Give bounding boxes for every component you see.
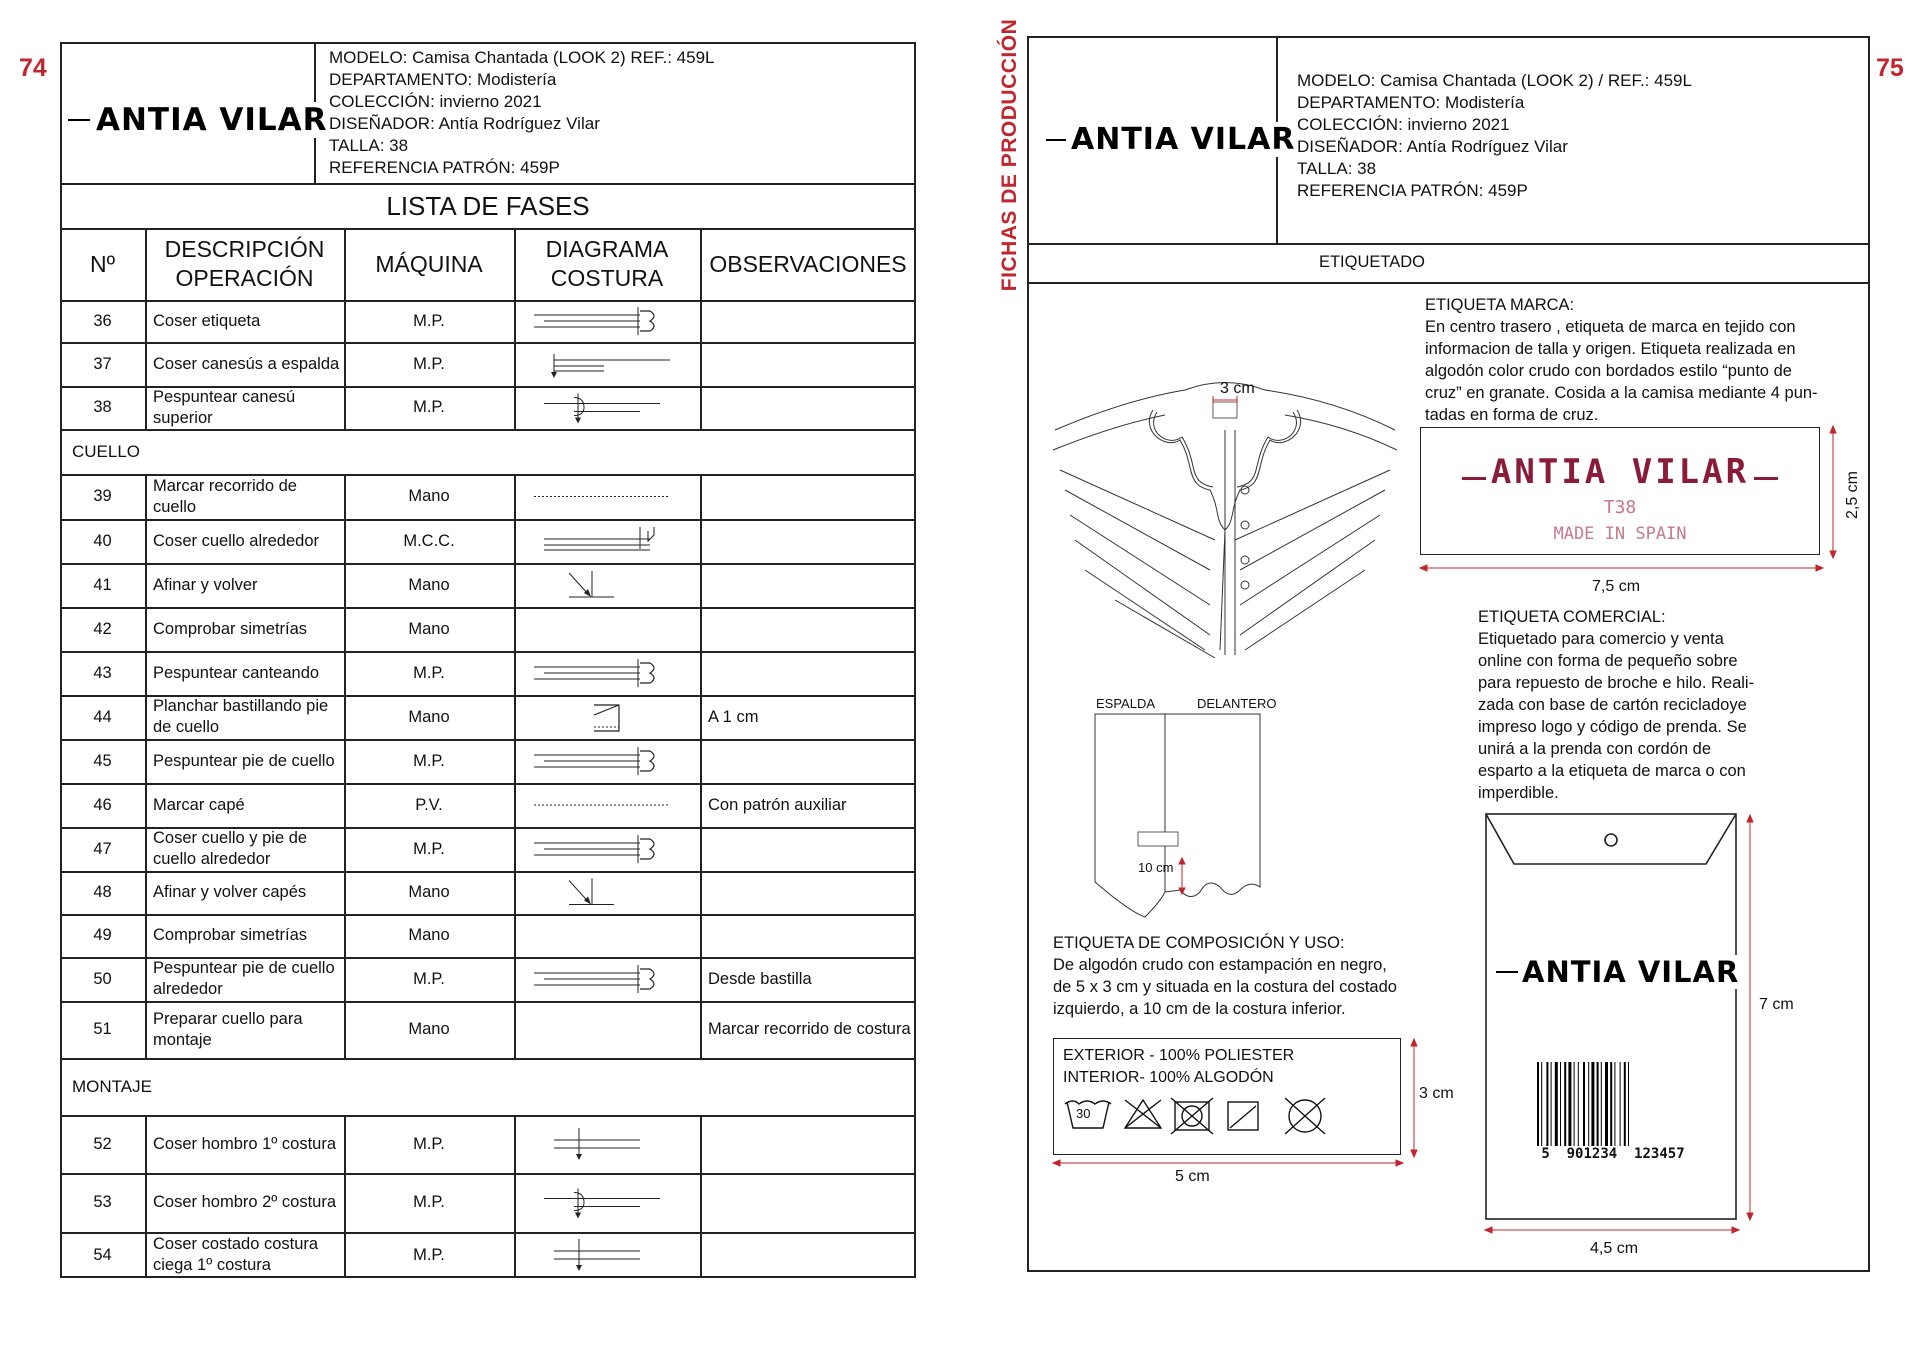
row-machine: M.P. <box>413 663 445 682</box>
row-number: 36 <box>93 311 112 330</box>
composicion-description: ETIQUETA DE COMPOSICIÓN Y USO: De algodón crudo con estampación en negro, de 5 x 3 cm y situada en la costura del costado izquierdo, a 10 cm de la costura inferior. <box>1053 932 1413 1020</box>
composition-width: 5 cm <box>1175 1168 1210 1185</box>
seam-diagram-icon <box>514 519 700 563</box>
row-description: Afinar y volver capés <box>153 883 307 901</box>
row-description: Pespuntear canteando <box>153 663 320 682</box>
brand-label-width: 7,5 cm <box>1592 578 1641 595</box>
row-machine: Mano <box>408 487 450 505</box>
row-machine: Mano <box>408 1020 450 1038</box>
row-machine: M.P. <box>413 751 445 770</box>
row-description: Marcar recorrido de cuello <box>153 476 297 516</box>
row-machine: M.P. <box>413 398 445 416</box>
row-observations <box>700 827 916 871</box>
row-number: 49 <box>93 926 112 944</box>
row-number: 46 <box>93 795 112 814</box>
row-description: Preparar cuello para montaje <box>153 1009 303 1049</box>
seam-diagram-icon <box>514 563 700 607</box>
col-header-no: Nº <box>89 250 115 277</box>
row-number: 42 <box>93 619 112 638</box>
seam-diagram-icon <box>514 1232 700 1278</box>
seam-diagram-icon <box>514 474 700 519</box>
tag-height: 7 cm <box>1759 996 1794 1013</box>
row-observations <box>700 739 916 783</box>
row-observations: Desde bastilla <box>708 969 812 988</box>
header-coleccion-right: COLECCIÓN: invierno 2021 <box>1297 115 1510 134</box>
row-machine: Mano <box>408 575 450 594</box>
row-description: Coser canesús a espalda <box>153 354 340 373</box>
comercial-description: ETIQUETA COMERCIAL: Etiquetado para comercio y venta online con forma de pequeño sobre para repuesto de broche e hilo. Reali- zada con base de cartón recicladoye impreso logo y código de prenda. Se unirá a la prenda con cordón de esparto a la etiqueta de marca o con imperdible. <box>1478 606 1774 804</box>
row-number: 38 <box>93 398 112 416</box>
row-machine: M.P. <box>413 311 445 330</box>
row-machine: Mano <box>408 926 450 944</box>
row-machine: M.P. <box>413 1193 445 1211</box>
row-description: Marcar capé <box>153 795 245 814</box>
label-origin: MADE IN SPAIN <box>1553 524 1687 544</box>
composition-interior: INTERIOR- 100% ALGODÓN <box>1063 1069 1274 1086</box>
header-coleccion: COLECCIÓN: invierno 2021 <box>329 92 542 111</box>
seam-diagram-icon <box>514 1173 700 1232</box>
back-front-drawing <box>1090 712 1270 922</box>
row-number: 50 <box>93 969 112 988</box>
row-machine: M.P. <box>413 1245 445 1264</box>
row-number: 39 <box>93 487 112 505</box>
collar-dimension: 3 cm <box>1220 380 1255 397</box>
row-number: 37 <box>93 354 112 373</box>
row-description: Coser etiqueta <box>153 311 261 330</box>
seam-diagram-icon <box>514 827 700 871</box>
row-machine: M.P. <box>413 1134 445 1153</box>
col-header-descripcion: DESCRIPCIÓN OPERACIÓN <box>164 236 325 291</box>
row-observations <box>700 1232 916 1278</box>
page-number-left: 74 <box>19 54 47 82</box>
col-header-maquina: MÁQUINA <box>375 250 483 277</box>
row-observations <box>700 563 916 607</box>
header-talla: TALLA: 38 <box>329 136 409 155</box>
marca-title: ETIQUETA MARCA: <box>1425 296 1575 314</box>
row-number: 40 <box>93 531 112 550</box>
composicion-title: ETIQUETA DE COMPOSICIÓN Y USO: <box>1053 934 1345 952</box>
row-observations: Con patrón auxiliar <box>708 795 847 814</box>
header-modelo-right: MODELO: Camisa Chantada (LOOK 2) / REF.: 459L <box>1297 71 1692 90</box>
row-number: 51 <box>93 1020 112 1038</box>
label-brand-text: ANTIA VILAR <box>1420 452 1820 492</box>
row-description: Coser cuello alrededor <box>153 531 320 550</box>
row-description: Comprobar simetrías <box>153 619 308 638</box>
row-number: 43 <box>93 663 112 682</box>
row-description: Afinar y volver <box>153 575 258 594</box>
row-machine: Mano <box>408 883 450 901</box>
seam-diagram-icon <box>514 739 700 783</box>
delantero-label: DELANTERO <box>1197 696 1277 711</box>
header-disenador-right: DISEÑADOR: Antía Rodríguez Vilar <box>1297 137 1568 156</box>
seam-diagram-icon <box>514 651 700 695</box>
seam-diagram-icon <box>514 1115 700 1173</box>
composition-dimension-lines <box>1050 1030 1430 1180</box>
col-header-diagrama: DIAGRAMA COSTURA <box>545 236 669 291</box>
table-title: LISTA DE FASES <box>386 190 590 221</box>
seam-diagram-icon <box>514 342 700 386</box>
row-description: Coser hombro 2º costura <box>153 1193 337 1211</box>
seam-diagram-icon <box>514 300 700 342</box>
row-number: 52 <box>93 1134 112 1153</box>
header-talla-right: TALLA: 38 <box>1297 159 1377 178</box>
tag-dimension-lines <box>1480 812 1770 1242</box>
row-observations <box>700 1115 916 1173</box>
row-machine: M.C.C. <box>403 531 455 550</box>
section-label: CUELLO <box>72 441 141 461</box>
row-observations: Marcar recorrido de costura <box>708 1020 911 1038</box>
row-number: 44 <box>93 707 112 726</box>
row-machine: M.P. <box>413 354 445 373</box>
row-number: 48 <box>93 883 112 901</box>
header-disenador: DISEÑADOR: Antía Rodríguez Vilar <box>329 114 600 133</box>
marca-description: ETIQUETA MARCA: En centro trasero , etiqueta de marca en tejido con informacion de talla y origen. Etiqueta realizada en algodón color crudo con bordados estilo “punto de cruz” en granate. Cosida a la camisa mediante 4 pun- tadas en forma de cruz. <box>1425 294 1825 426</box>
composition-height: 3 cm <box>1419 1085 1454 1102</box>
barcode-number: 5 901234 123457 <box>1528 1146 1698 1162</box>
row-machine: M.P. <box>413 969 445 988</box>
page-number-right: 75 <box>1876 54 1904 82</box>
header-modelo: MODELO: Camisa Chantada (LOOK 2) REF.: 459L <box>329 48 715 67</box>
row-number: 45 <box>93 751 112 770</box>
row-machine: Mano <box>408 707 450 726</box>
section-label: MONTAJE <box>72 1076 152 1096</box>
side-label: FICHAS DE PRODUCCIÓN <box>998 18 1021 292</box>
row-observations <box>700 1173 916 1232</box>
wash-temperature: 30 <box>1076 1106 1091 1121</box>
tag-width: 4,5 cm <box>1590 1240 1639 1257</box>
composition-exterior: EXTERIOR - 100% POLIESTER <box>1063 1047 1295 1064</box>
row-observations <box>700 342 916 386</box>
seam-diagram-icon <box>514 957 700 1001</box>
col-header-observaciones: OBSERVACIONES <box>709 250 907 277</box>
row-observations <box>700 914 916 957</box>
row-observations <box>700 386 916 429</box>
row-description: Coser hombro 1º costura <box>153 1134 337 1153</box>
brand-logo-tag: ANTIA VILAR <box>1518 955 1743 989</box>
row-observations <box>700 300 916 342</box>
row-number: 53 <box>93 1193 112 1211</box>
row-description: Comprobar simetrías <box>153 926 308 944</box>
row-observations <box>700 651 916 695</box>
header-referencia: REFERENCIA PATRÓN: 459P <box>329 158 560 177</box>
brand-label-height: 2,5 cm <box>1844 470 1861 520</box>
row-observations: A 1 cm <box>708 707 759 726</box>
left-header-info <box>329 47 715 179</box>
brand-label-dimension-lines <box>1415 425 1845 585</box>
row-number: 54 <box>93 1245 112 1264</box>
row-observations <box>700 474 916 519</box>
seam-diagram-icon <box>514 783 700 827</box>
row-description: Pespuntear canesú superior <box>153 387 296 427</box>
row-description: Planchar bastillando pie de cuello <box>153 697 329 736</box>
row-observations <box>700 519 916 563</box>
label-size: T38 <box>1603 497 1637 518</box>
seam-diagram-icon <box>514 695 700 739</box>
row-observations <box>700 871 916 914</box>
row-description: Coser costado costura ciega 1º costura <box>153 1235 319 1274</box>
back-front-dimension: 10 cm <box>1138 860 1174 875</box>
header-departamento: DEPARTAMENTO: Modistería <box>329 70 557 89</box>
header-departamento-right: DEPARTAMENTO: Modistería <box>1297 93 1525 112</box>
shirt-collar-drawing <box>1045 370 1405 660</box>
row-machine: Mano <box>408 619 450 638</box>
seam-diagram-icon <box>514 386 700 429</box>
espalda-label: ESPALDA <box>1096 696 1156 711</box>
row-machine: M.P. <box>413 839 445 858</box>
header-referencia-right: REFERENCIA PATRÓN: 459P <box>1297 181 1528 200</box>
row-description: Coser cuello y pie de cuello alrededor <box>153 829 308 868</box>
row-description: Pespuntear pie de cuello alrededor <box>153 959 335 998</box>
brand-logo-left: ANTIA VILAR <box>90 102 334 138</box>
seam-diagram-icon <box>514 871 700 914</box>
row-number: 47 <box>93 839 112 858</box>
row-machine: P.V. <box>415 795 443 814</box>
row-number: 41 <box>93 575 112 594</box>
row-description: Pespuntear pie de cuello <box>153 751 335 770</box>
row-observations <box>700 607 916 651</box>
brand-logo-right: ANTIA VILAR <box>1066 122 1300 157</box>
section-title-etiquetado: ETIQUETADO <box>1318 253 1426 271</box>
comercial-title: ETIQUETA COMERCIAL: <box>1478 608 1666 626</box>
right-header-info <box>1297 70 1692 202</box>
